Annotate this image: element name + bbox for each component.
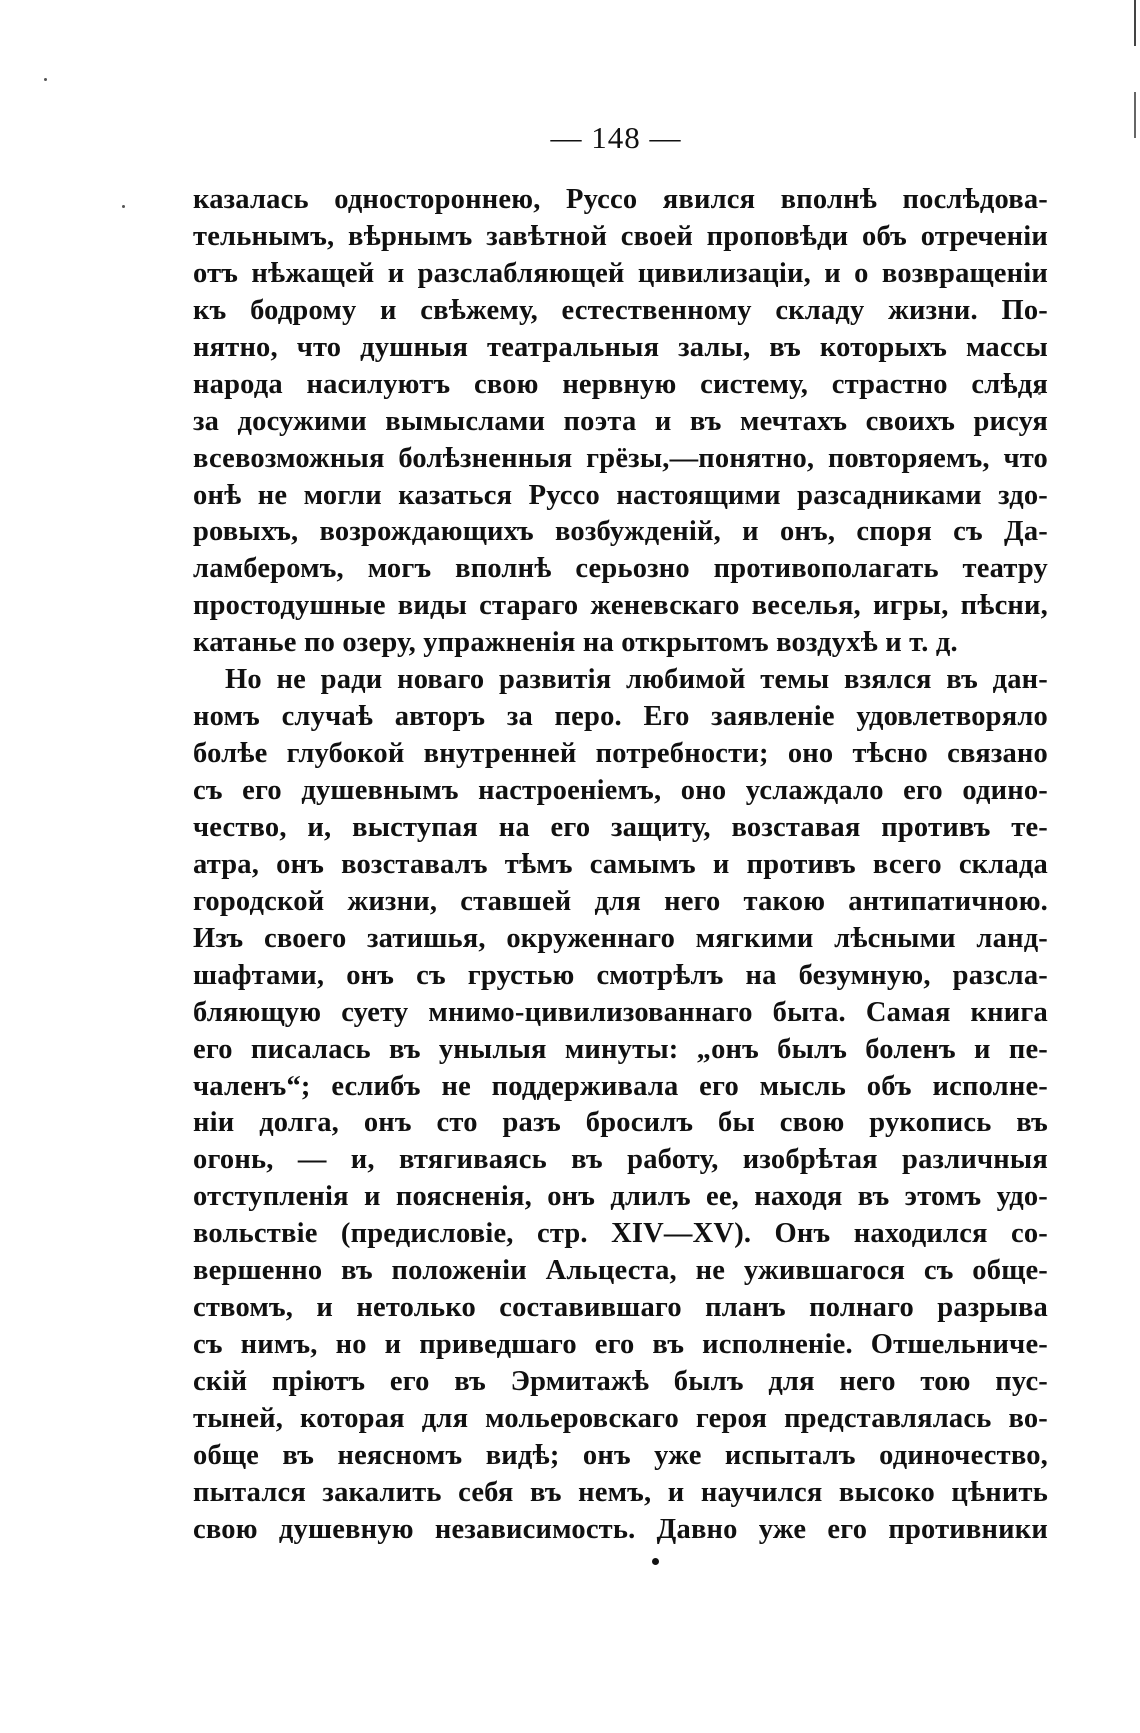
signature-dot [652, 1558, 659, 1565]
text-line: простодушные виды стараго женевскаго веселья, игры, пѣсни, [193, 590, 1048, 622]
text-line: чество, и, выступая на его защиту, возставая противъ те- [193, 811, 1048, 843]
text-line: ствомъ, и нетолько составившаго планъ полнаго разрыва [193, 1292, 1048, 1324]
text-line: болѣе глубокой внутренней потребности; оно тѣсно связано [193, 738, 1048, 770]
text-line: съ его душевнымъ настроеніемъ, оно услаждало его одино- [193, 775, 1048, 806]
text-line: къ бодрому и свѣжему, естественному складу жизни. По- [193, 294, 1048, 326]
text-line: огонь, — и, втягиваясь въ работу, изобрѣтая различныя [193, 1144, 1048, 1176]
text-line: чаленъ“; еслибъ не поддерживала его мысль объ исполне- [193, 1070, 1048, 1102]
scan-speck [44, 78, 47, 81]
text-line: шафтами, онъ съ грустью смотрѣлъ на безумную, разсла- [193, 959, 1048, 991]
scan-speck [122, 205, 125, 208]
text-line: онѣ не могли казаться Руссо настоящими разсадниками здо- [193, 479, 1048, 511]
text-line: всевозможныя болѣзненныя грёзы,—понятно, повторяемъ, что [193, 442, 1048, 474]
text-line: Изъ своего затишья, окруженнаго мягкими лѣсными ланд- [193, 922, 1048, 954]
text-line: ламберомъ, могъ вполнѣ серьозно противополагать театру [193, 553, 1048, 585]
text-line: его писалась въ унылыя минуты: „онъ былъ боленъ и пе- [193, 1033, 1048, 1065]
text-line: отъ нѣжащей и разслабляющей цивилизаціи, и о возвращеніи [193, 257, 1048, 289]
text-line: скій пріютъ его въ Эрмитажѣ былъ для него тою пус- [193, 1366, 1048, 1397]
text-line: ніи долга, онъ сто разъ бросилъ бы свою рукопись въ [193, 1107, 1048, 1139]
text-line: обще въ неясномъ видѣ; онъ уже испыталъ одиночество, [193, 1439, 1048, 1471]
text-line: номъ случаѣ авторъ за перо. Его заявленіе удовлетворяло [193, 701, 1048, 733]
text-line: тельнымъ, вѣрнымъ завѣтной своей проповѣди объ отреченіи [193, 220, 1048, 252]
body-text [193, 182, 1048, 1549]
text-line: катанье по озеру, упражненія на открытомъ воздухѣ и т. д. [193, 627, 958, 659]
text-line: пытался закалить себя въ немъ, и научился высоко цѣнить [193, 1476, 1048, 1508]
text-line: бляющую суету мнимо-цивилизованнаго быта. Самая книга [193, 996, 1048, 1028]
text-line: вершенно въ положеніи Альцеста, не ужившагося съ обще- [193, 1255, 1048, 1287]
page-number: — 148 — [550, 120, 682, 155]
text-line: за досужими вымыслами поэта и въ мечтахъ своихъ рисуя [193, 405, 1048, 437]
text-line: нятно, что душныя театральныя залы, въ которыхъ массы [193, 331, 1048, 363]
text-line: отступленія и поясненія, онъ длилъ ее, находя въ этомъ удо- [193, 1181, 1048, 1213]
text-line: тыней, которая для мольеровскаго героя представлялась во- [193, 1402, 1048, 1434]
page-edge-scan-artifact [1134, 0, 1136, 230]
text-line: Но не ради новаго развитія любимой темы взялся въ дан- [225, 664, 1048, 696]
text-line: народа насилуютъ свою нервную систему, страстно слѣдя [193, 368, 1048, 400]
text-line: казалась одностороннею, Руссо явился вполнѣ послѣдова- [193, 184, 1048, 215]
text-line: вольствіе (предисловіе, стр. XIV—XV). Онъ находился со- [193, 1218, 1048, 1250]
text-line: городской жизни, ставшей для него такою антипатичною. [193, 885, 1048, 917]
text-line: съ нимъ, но и приведшаго его въ исполненіе. Отшельниче- [193, 1329, 1048, 1361]
text-line: свою душевную независимость. Давно уже его противники [193, 1513, 1048, 1545]
text-line: ровыхъ, возрождающихъ возбужденій, и онъ, споря съ Да- [193, 516, 1048, 548]
text-line: атра, онъ возставалъ тѣмъ самымъ и противъ всего склада [193, 848, 1048, 880]
